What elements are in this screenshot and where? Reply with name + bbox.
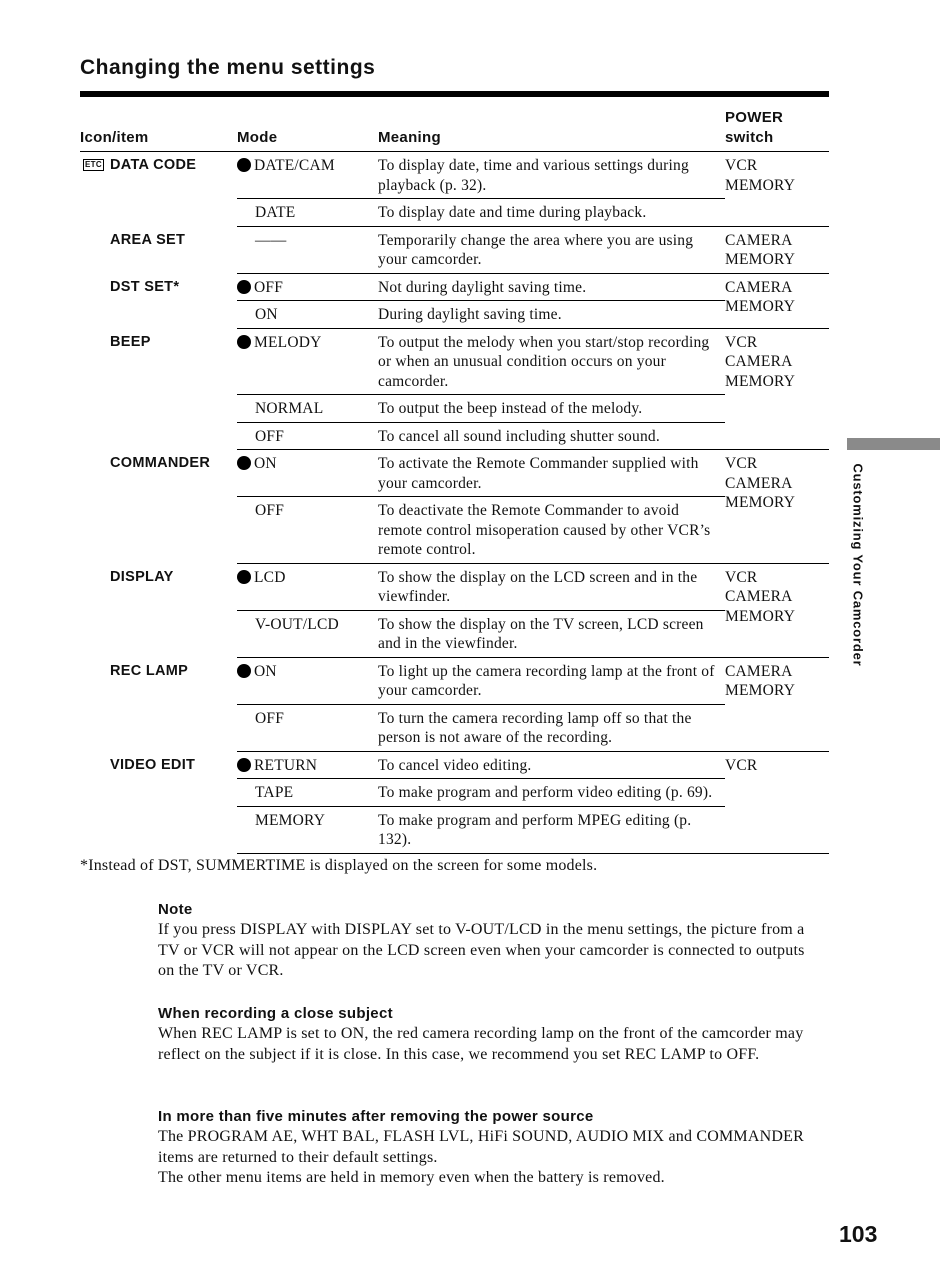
mode-cell	[237, 301, 378, 329]
note-body: The PROGRAM AE, WHT BAL, FLASH LVL, HiFi SOUND, AUDIO MIX and COMMANDER items are returned to their default settings. The other menu items are held in memory even when the battery is removed.	[158, 1128, 804, 1186]
note-close-subject	[158, 1004, 818, 1065]
table-row	[80, 273, 829, 301]
table-row	[80, 657, 829, 704]
default-setting-bullet-icon	[237, 456, 251, 470]
meaning-cell: To cancel video editing.	[378, 751, 725, 779]
mode-cell	[237, 563, 378, 610]
mode-label: OFF	[254, 278, 284, 296]
menu-item-label: DATA CODE	[110, 157, 197, 173]
mode-cell	[237, 806, 378, 853]
menu-item-label: BEEP	[110, 333, 151, 350]
meaning-cell: To show the display on the LCD screen and in the viewfinder.	[378, 563, 725, 610]
side-tab-bar	[847, 438, 940, 450]
mode-cell	[237, 610, 378, 657]
header-power-switch: POWER switch	[725, 108, 829, 152]
meaning-cell: To display date, time and various settings during playback (p. 32).	[378, 152, 725, 199]
etc-menu-icon: ETC	[85, 160, 102, 169]
table-row	[80, 226, 829, 273]
default-setting-bullet-icon	[237, 664, 251, 678]
mode-cell	[237, 152, 378, 199]
mode-cell	[237, 328, 378, 395]
meaning-cell: Not during daylight saving time.	[378, 273, 725, 301]
menu-item-label: DST SET*	[110, 278, 180, 295]
menu-item-name	[80, 751, 237, 853]
note-heading: When recording a close subject	[158, 1005, 393, 1022]
mode-label: NORMAL	[255, 400, 324, 417]
default-setting-bullet-icon	[237, 158, 251, 172]
note-body: When REC LAMP is set to ON, the red camera recording lamp on the front of the camcorder may reflect on the subject if it is close. In this case, we recommend you set REC LAMP to OFF.	[158, 1025, 804, 1063]
power-switch-cell: VCR CAMERA MEMORY	[725, 450, 829, 564]
mode-cell	[237, 779, 378, 807]
mode-label: ON	[255, 306, 278, 323]
mode-label: ——	[255, 231, 287, 249]
table-row	[80, 563, 829, 610]
menu-item-label: VIDEO EDIT	[110, 756, 196, 773]
footnote: *Instead of DST, SUMMERTIME is displayed on the screen for some models.	[80, 857, 598, 874]
page-number: 103	[839, 1221, 878, 1247]
header-mode: Mode	[237, 108, 378, 152]
power-switch-cell: CAMERA MEMORY	[725, 657, 829, 751]
power-switch-cell: VCR	[725, 751, 829, 853]
table-row	[80, 450, 829, 497]
meaning-cell: To light up the camera recording lamp at the front of your camcorder.	[378, 657, 725, 704]
meaning-cell: To make program and perform MPEG editing (p. 132).	[378, 806, 725, 853]
header-icon-item: Icon/item	[80, 108, 237, 152]
note-heading: In more than five minutes after removing the power source	[158, 1108, 594, 1125]
table-row	[80, 328, 829, 395]
table-header-row	[80, 108, 829, 152]
menu-item-name	[80, 657, 237, 751]
page-title: Changing the menu settings	[80, 56, 376, 79]
menu-item-name	[80, 563, 237, 657]
mode-label: ON	[254, 662, 277, 680]
mode-label: V-OUT/LCD	[255, 615, 339, 633]
mode-label: RETURN	[254, 756, 318, 774]
side-tab-label: Customizing Your Camcorder	[850, 463, 866, 667]
mode-label: DATE/CAM	[254, 157, 335, 174]
title-rule	[80, 91, 829, 97]
menu-item-label: DISPLAY	[110, 568, 174, 585]
menu-item-name	[80, 152, 237, 227]
default-setting-bullet-icon	[237, 758, 251, 772]
power-switch-cell: CAMERA MEMORY	[725, 273, 829, 328]
power-switch-cell: CAMERA MEMORY	[725, 226, 829, 273]
meaning-cell: Temporarily change the area where you are using your camcorder.	[378, 226, 725, 273]
meaning-cell: To turn the camera recording lamp off so that the person is not aware of the recording.	[378, 704, 725, 751]
mode-label: ON	[254, 455, 277, 472]
table-row	[80, 751, 829, 779]
mode-label: DATE	[255, 204, 296, 221]
meaning-cell: To output the beep instead of the melody.	[378, 395, 725, 423]
note-display	[158, 900, 818, 982]
power-switch-cell: VCR MEMORY	[725, 152, 829, 227]
mode-cell	[237, 704, 378, 751]
note-body: If you press DISPLAY with DISPLAY set to V-OUT/LCD in the menu settings, the picture from a TV or VCR will not appear on the LCD screen even when your camcorder is connected to outputs on the TV or VCR.	[158, 921, 805, 979]
mode-label: OFF	[255, 502, 285, 519]
menu-settings-table	[80, 108, 829, 854]
mode-label: MEMORY	[255, 811, 326, 829]
mode-label: TAPE	[255, 784, 294, 801]
mode-cell	[237, 395, 378, 423]
mode-label: OFF	[255, 427, 285, 445]
power-switch-cell: VCR CAMERA MEMORY	[725, 328, 829, 450]
header-meaning: Meaning	[378, 108, 725, 152]
meaning-cell: To display date and time during playback.	[378, 199, 725, 227]
table-body	[80, 152, 829, 854]
meaning-cell: To output the melody when you start/stop recording or when an unusual condition occurs on your camcorder.	[378, 328, 725, 395]
menu-item-name	[80, 328, 237, 450]
mode-cell	[237, 657, 378, 704]
default-setting-bullet-icon	[237, 570, 251, 584]
note-heading: Note	[158, 901, 193, 918]
power-switch-cell: VCR CAMERA MEMORY	[725, 563, 829, 657]
meaning-cell: To show the display on the TV screen, LCD screen and in the viewfinder.	[378, 610, 725, 657]
note-power-source	[158, 1107, 818, 1189]
mode-label: LCD	[254, 568, 286, 586]
mode-cell	[237, 273, 378, 301]
mode-cell	[237, 226, 378, 273]
meaning-cell: To cancel all sound including shutter sound.	[378, 422, 725, 450]
mode-label: MELODY	[254, 333, 322, 351]
mode-cell	[237, 422, 378, 450]
menu-item-label: REC LAMP	[110, 662, 189, 679]
mode-cell	[237, 199, 378, 227]
menu-item-name	[80, 273, 237, 328]
table-row	[80, 152, 829, 199]
mode-label: OFF	[255, 709, 285, 727]
mode-cell	[237, 751, 378, 779]
meaning-cell: To make program and perform video editing (p. 69).	[378, 779, 725, 807]
menu-item-label: COMMANDER	[110, 455, 211, 471]
mode-cell	[237, 450, 378, 497]
mode-cell	[237, 497, 378, 564]
meaning-cell: During daylight saving time.	[378, 301, 725, 329]
default-setting-bullet-icon	[237, 280, 251, 294]
menu-item-name	[80, 450, 237, 564]
default-setting-bullet-icon	[237, 335, 251, 349]
menu-item-label: AREA SET	[110, 231, 186, 248]
meaning-cell: To activate the Remote Commander supplied with your camcorder.	[378, 450, 725, 497]
meaning-cell: To deactivate the Remote Commander to avoid remote control misoperation caused by other VCR’s remote control.	[378, 497, 725, 564]
menu-item-name	[80, 226, 237, 273]
